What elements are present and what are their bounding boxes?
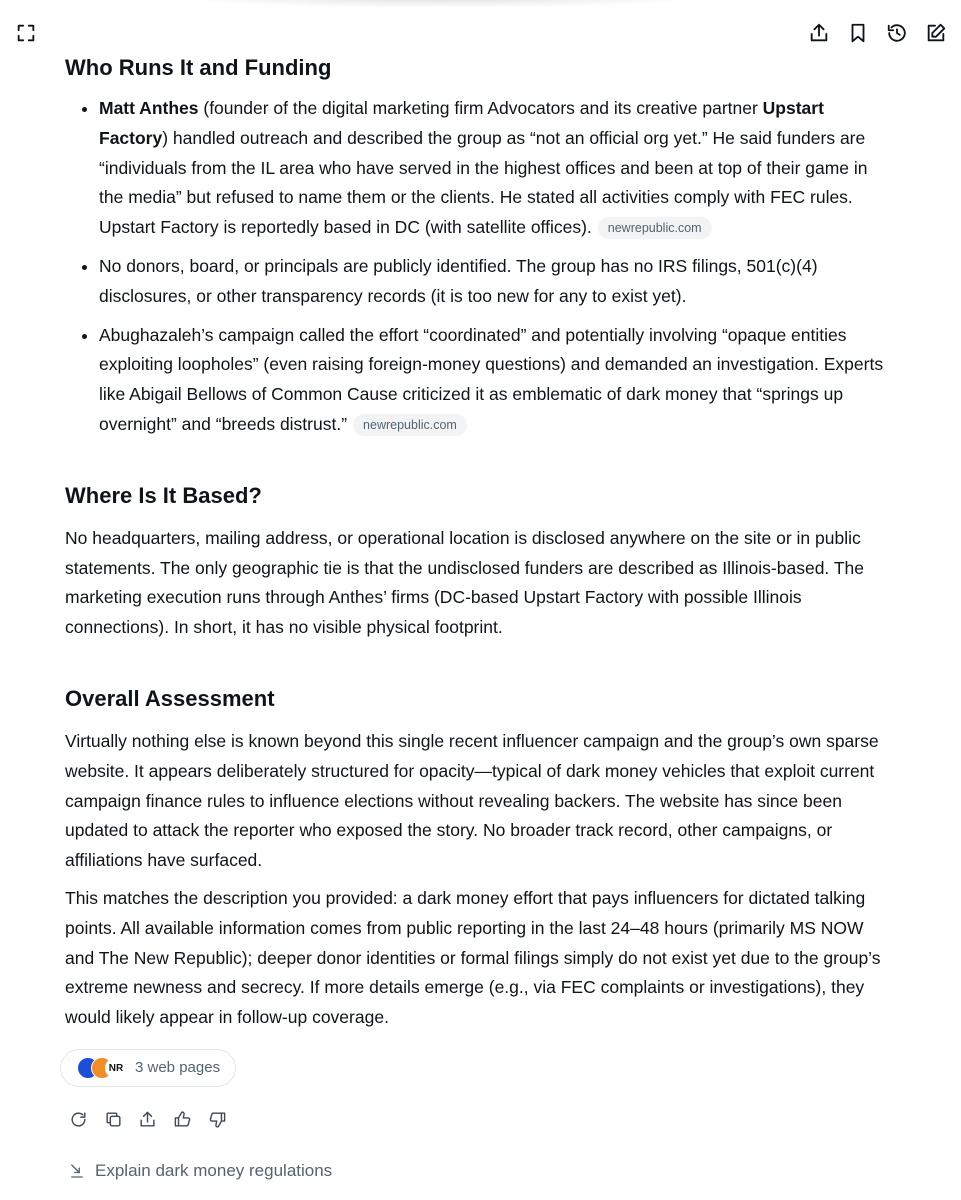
copy-icon[interactable] (101, 1107, 125, 1131)
arrow-icon (68, 1162, 86, 1180)
share-icon[interactable] (135, 1107, 159, 1131)
paragraph-assessment-2: This matches the description you provided: a dark money effort that pays influencers for dictated talking points. All available information comes from public reporting in the last 24–48 hours (primarily MS NOW and The New Republic); deeper donor identities or formal filings simply do not exist yet due to the group’s extreme newness and secrecy. If more details emerge (e.g., via FEC complaints or investigations), they would likely appear in follow-up coverage. (65, 887, 881, 1028)
list-item-text: Abughazaleh’s campaign called the effort “coordinated” and potentially involving “opaque entities exploiting loopholes” (even raising foreign-money questions) and demanded an investigation. Experts like Abigail Bellows of Common Cause criticized it as emblematic of dark money that “springs up overnight” and “breeds distrust.” (99, 324, 884, 434)
favicon-icon: NR (105, 1057, 127, 1079)
list-item (99, 321, 895, 440)
followup-suggestion[interactable] (68, 1161, 332, 1181)
thumbs-down-icon[interactable] (205, 1107, 229, 1131)
list-item-text: (founder of the digital marketing firm Advocators and its creative partner (198, 98, 763, 118)
followup-label: Explain dark money regulations (95, 1161, 333, 1180)
list-item-text: ) handled outreach and described the group as “not an official org yet.” He said funders are “individuals from the IL area who have served in the highest offices and been at top of their game in the media” but refused to name them or the clients. He stated all activities comply with FEC rules. Upstart Factory is reportedly based in DC (with satellite offices). (99, 127, 868, 238)
funding-list (65, 94, 895, 440)
regenerate-icon[interactable] (66, 1107, 90, 1131)
paragraph-assessment-1: Virtually nothing else is known beyond this single recent influencer campaign and the group’s own sparse website. It appears deliberately structured for opacity—typical of dark money vehicles that exploit current campaign finance rules to influence elections without revealing backers. The website has since been updated to attack the reporter who exposed the story. No broader track record, other campaigns, or affiliations have surfaced. (65, 730, 879, 871)
sources-button[interactable] (60, 1049, 236, 1087)
heading-overall-assessment: Overall Assessment (65, 685, 275, 711)
bold-firm: Upstart Factory (99, 98, 824, 148)
bold-name: Matt Anthes (99, 98, 199, 118)
share-icon[interactable] (805, 19, 833, 47)
thumbs-up-icon[interactable] (170, 1107, 194, 1131)
list-item-text: No donors, board, or principals are publicly identified. The group has no IRS filings, 501(c)(4) disclosures, or other transparency records (it is too new for any to exist yet). (99, 255, 818, 306)
expand-icon[interactable] (12, 19, 40, 47)
scroll-fade (170, 0, 710, 8)
list-item (99, 94, 895, 243)
edit-icon[interactable] (922, 19, 950, 47)
citation-chip[interactable]: newrepublic.com (353, 414, 467, 436)
history-icon[interactable] (883, 19, 911, 47)
response-content (65, 52, 895, 1033)
heading-where-based: Where Is It Based? (65, 482, 262, 508)
bookmark-icon[interactable] (844, 19, 872, 47)
sources-label: 3 web pages (135, 1059, 221, 1076)
heading-who-runs-it: Who Runs It and Funding (65, 55, 332, 80)
paragraph-where-based: No headquarters, mailing address, or operational location is disclosed anywhere on the site or in public statements. The only geographic tie is that the undisclosed funders are described as Illinois-based. The marketing execution runs through Anthes’ firms (DC-based Upstart Factory with possible Illinois connections). In short, it has no visible physical footprint. (65, 527, 864, 638)
citation-chip[interactable]: newrepublic.com (598, 217, 712, 239)
list-item (99, 252, 895, 312)
